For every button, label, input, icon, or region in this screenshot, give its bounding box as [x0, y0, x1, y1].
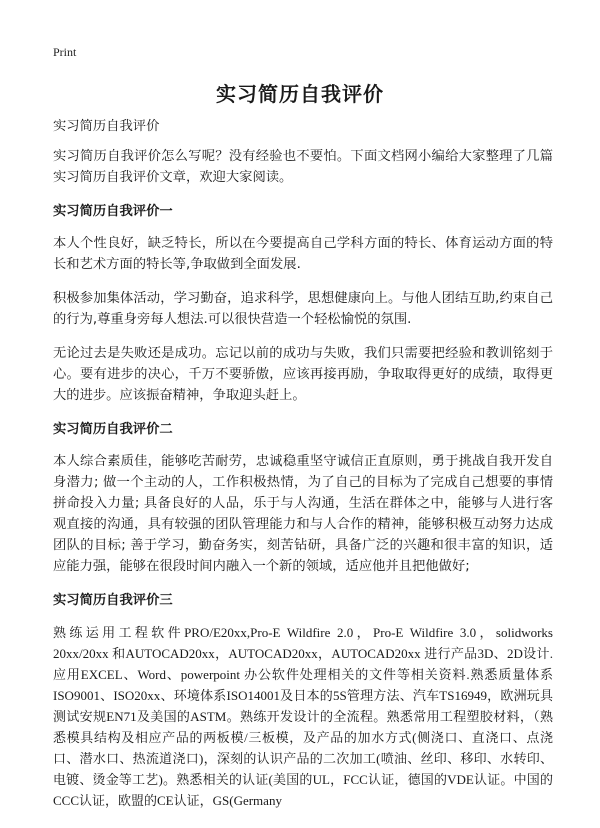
section-1-paragraph-1: 本人个性良好，缺乏特长，所以在今要提高自己学科方面的特长、体育运动方面的特长和艺术方面的特长等,争取做到全面发展.: [53, 236, 553, 272]
section-heading-3: 实习简历自我评价三: [53, 593, 173, 608]
document-subtitle: 实习简历自我评价: [53, 119, 160, 134]
section-heading-1: 实习简历自我评价一: [53, 204, 173, 219]
section-heading-2: 实习简历自我评价二: [53, 422, 173, 437]
section-1-paragraph-2: 积极参加集体活动，学习勤奋，追求科学，思想健康向上。与他人团结互助,约束自己的行为,尊重身旁每人想法.可以很快营造一个轻松愉悦的氛围.: [53, 291, 553, 327]
document-body: [53, 116, 553, 824]
section-3-paragraph-1: 熟练运用工程软件PRO/E20xx,Pro-E Wildfire 2.0，Pro-E Wildfire 3.0，solidworks 20xx/20xx 和AUTOCAD20xx，AUTOCAD20xx，AUTOCAD20xx 进行产品3D、2D设计.应用EXCEL、Word、powerpoint 办公软件处理相关的文件等相关资料.熟悉质量体系ISO9001、ISO20xx、环境体系ISO14001及日本的5S管理方法、汽车TS16949，欧洲玩具测试安规EN71及美国的ASTM。熟练开发设计的全流程。熟悉常用工程塑胶材料，（熟悉模具结构及相应产品的两板模/三板模，及产品的加水方式(侧浇口、直浇口、点浇口、潜水口、热流道浇口)，深刻的认识产品的二次加工(喷油、丝印、移印、水转印、电镀、烫金等工艺)。熟悉相关的认证(美国的UL，FCC认证，德国的VDE认证。中国的CCC认证，欧盟的CE认证，GS(Germany: [53, 625, 553, 808]
section-2-paragraph-1: 本人综合素质佳，能够吃苦耐劳，忠诚稳重坚守诚信正直原则，勇于挑战自我开发自身潜力; 做一个主动的人，工作积极热情，为了自己的目标为了完成自己想要的事情拼命投入力量; 具备良好的人品，乐于与人沟通，生活在群体之中，能够与人进行客观直接的沟通，具有较强的团队管理能力和与人合作的精神，能够积极互动努力达成团队的目标; 善于学习，勤奋务实，刻苦钻研，具备广泛的兴趣和很丰富的知识，适应能力强，能够在很段时间内融入一个新的领域，适应他并且把他做好;: [53, 454, 553, 574]
intro-paragraph: 实习简历自我评价怎么写呢？没有经验也不要怕。下面文档网小编给大家整理了几篇实习简历自我评价文章，欢迎大家阅读。: [53, 149, 553, 185]
section-1-paragraph-3: 无论过去是失败还是成功。忘记以前的成功与失败，我们只需要把经验和教训铭刻于心。要有进步的决心，千万不要骄傲，应该再接再励，争取取得更好的成绩，取得更大的进步。应该振奋精神，争取迎头赶上。: [53, 346, 553, 403]
document-title: 实习简历自我评价: [216, 82, 384, 106]
print-label: Print: [53, 45, 77, 59]
